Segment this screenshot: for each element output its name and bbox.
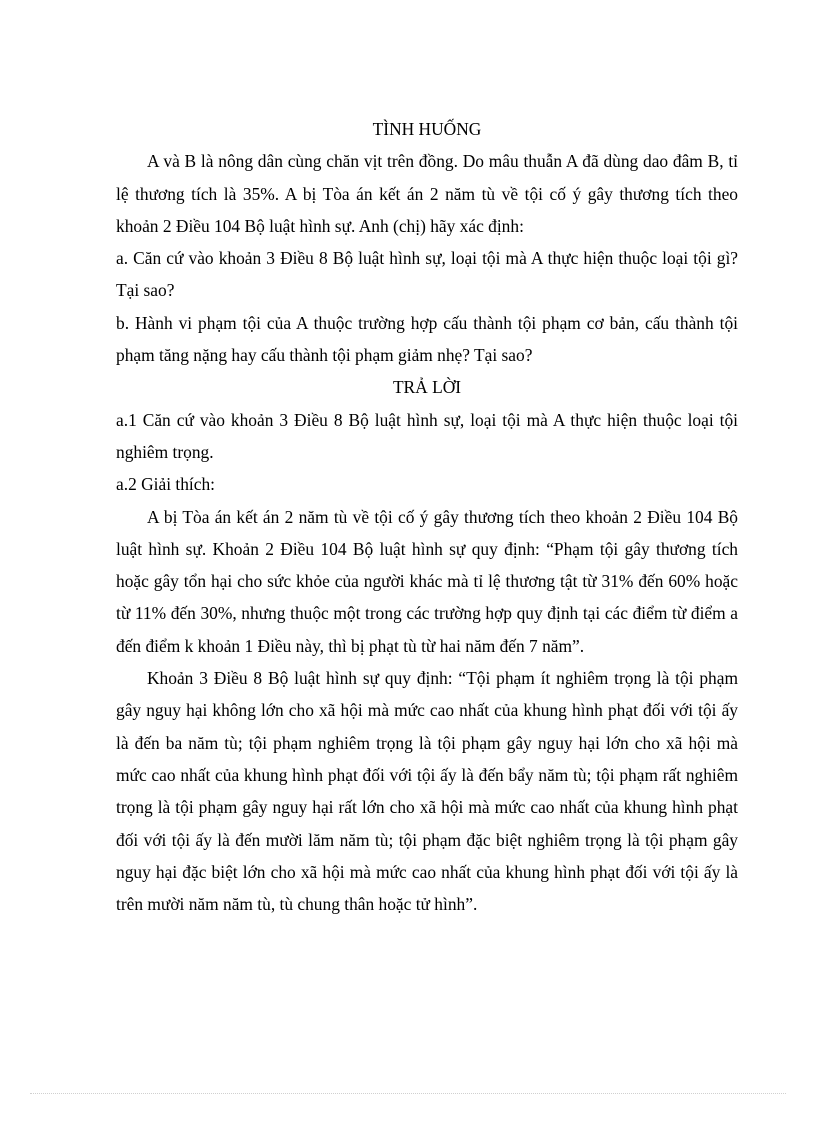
question-b: b. Hành vi phạm tội của A thuộc trường hợp cấu thành tội phạm cơ bản, cấu thành tội phạm tăng nặng hay cấu thành tội phạm giảm nhẹ? Tại sao? [116,312,738,366]
case-intro-paragraph: A và B là nông dân cùng chăn vịt trên đồng. Do mâu thuẫn A đã dùng dao đâm B, tỉ lệ thương tích là 35%. A bị Tòa án kết án 2 năm tù về tội cố ý gây thương tích theo khoản 2 Điều 104 Bộ luật hình sự. Anh (chị) hãy xác định: [116,151,738,236]
document-body [116,113,738,920]
question-a: a. Căn cứ vào khoản 3 Điều 8 Bộ luật hình sự, loại tội mà A thực hiện thuộc loại tội gì? Tại sao? [116,248,738,301]
answer-a2-label: a.2 Giải thích: [116,474,216,495]
answer-title: TRẢ LỜI [392,377,462,398]
explanation-paragraph-2: Khoản 3 Điều 8 Bộ luật hình sự quy định: “Tội phạm ít nghiêm trọng là tội phạm gây nguy hại không lớn cho xã hội mà mức cao nhất của khung hình phạt đối với tội ấy là đến ba năm tù; tội phạm nghiêm trọng là tội phạm gây nguy hại lớn cho xã hội mà mức cao nhất của khung hình phạt đối với tội ấy là đến bẩy năm tù; tội phạm rất nghiêm trọng là tội phạm gây nguy hại rất lớn cho xã hội mà mức cao nhất của khung hình phạt đối với tội ấy là đến mười lăm năm tù; tội phạm đặc biệt nghiêm trọng là tội phạm gây nguy hại đặc biệt lớn cho xã hội mà mức cao nhất của khung hình phạt đối với tội ấy là trên mười năm năm tù, tù chung thân hoặc tử hình”. [116,668,738,915]
explanation-paragraph-1: A bị Tòa án kết án 2 năm tù về tội cố ý gây thương tích theo khoản 2 Điều 104 Bộ luật hình sự. Khoản 2 Điều 104 Bộ luật hình sự quy định: “Phạm tội gây thương tích hoặc gây tổn hại cho sức khỏe của người khác mà tỉ lệ thương tật từ 31% đến 60% hoặc từ 11% đến 30%, nhưng thuộc một trong các trường hợp quy định tại các điểm từ điểm a đến điểm k khoản 1 Điều này, thì bị phạt tù từ hai năm đến 7 năm”. [116,506,738,656]
answer-a1: a.1 Căn cứ vào khoản 3 Điều 8 Bộ luật hình sự, loại tội mà A thực hiện thuộc loại tội nghiêm trọng. [116,409,738,462]
case-title: TÌNH HUỐNG [372,119,482,139]
page-bottom-divider [30,1093,786,1094]
